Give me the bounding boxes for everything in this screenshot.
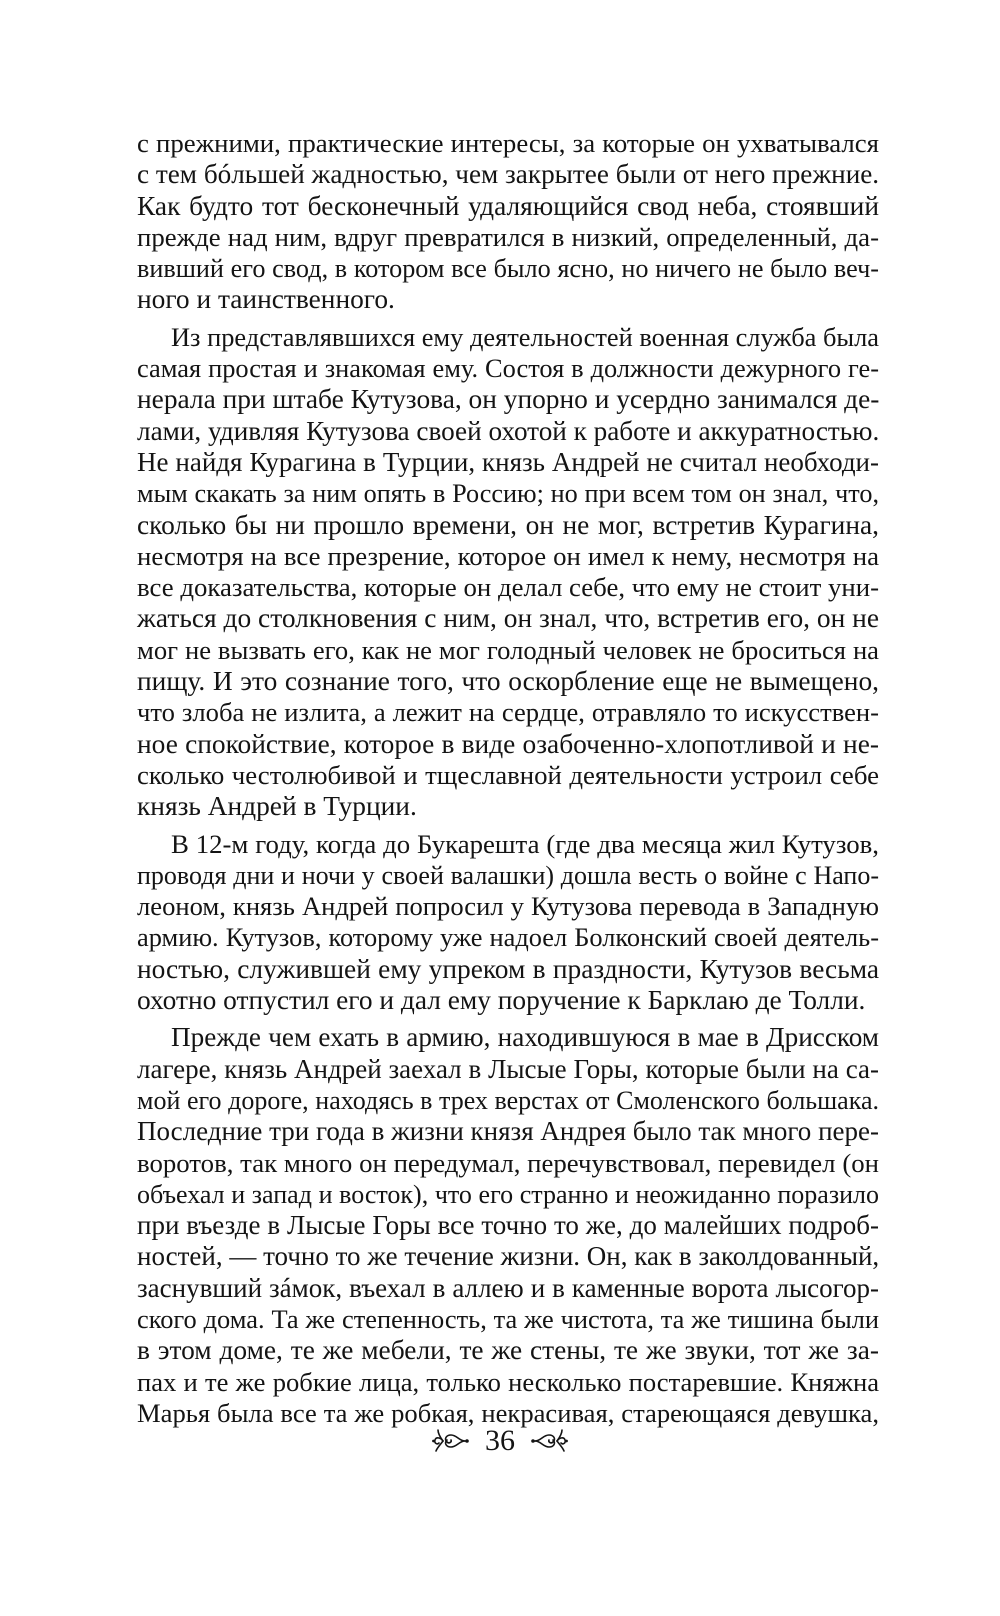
text-line: жаться до столкновения с ним, он знал, что, встретив его, он не bbox=[137, 603, 879, 634]
text-line: заснувший зáмок, въехал в аллею и в каменные ворота лысогор- bbox=[137, 1272, 879, 1303]
paragraph bbox=[137, 322, 879, 823]
page-number: 36 bbox=[485, 1424, 515, 1457]
text-line: несмотря на все презрение, которое он имел к нему, несмотря на bbox=[137, 540, 879, 571]
text-line: мог не вызвать его, как не мог голодный человек не броситься на bbox=[137, 634, 879, 665]
paragraph bbox=[137, 1022, 879, 1429]
paragraph bbox=[137, 128, 879, 316]
text-line: В 12-м году, когда до Букарешта (где два месяца жил Кутузов, bbox=[171, 828, 879, 859]
paragraph bbox=[137, 829, 879, 1017]
text-line: Не найдя Курагина в Турции, князь Андрей не считал необходи- bbox=[137, 446, 879, 477]
text-line: вивший его свод, в котором все было ясно, но ничего не было веч- bbox=[137, 254, 879, 284]
text-line: пах и те же робкие лица, только несколько постаревшие. Княжна bbox=[137, 1366, 879, 1397]
text-line: что злоба не излита, а лежит на сердце, отравляло то искусствен- bbox=[137, 697, 879, 728]
text-line: прежде над ним, вдруг превратился в низкий, определенный, да- bbox=[137, 221, 879, 252]
text-line: воротов, так много он передумал, перечувствовал, перевидел (он bbox=[137, 1147, 879, 1178]
text-line: ностью, служившей ему упреком в праздности, Кутузов весьма bbox=[137, 953, 879, 984]
text-line: пищу. И это сознание того, что оскорбление еще не вымещено, bbox=[137, 666, 879, 697]
text-line: лами, удивляя Кутузова своей охотой к работе и аккуратностью. bbox=[137, 415, 880, 446]
text-line: Как будто тот бесконечный удаляющийся свод неба, стоявший bbox=[137, 190, 879, 221]
text-line: мой его дороге, находясь в трех верстах от Смоленского большака. bbox=[137, 1085, 879, 1115]
text-line: объехал и запад и восток), что его странно и неожиданно поразило bbox=[137, 1179, 879, 1209]
text-line: нерала при штабе Кутузова, он упорно и усердно занимался де- bbox=[137, 384, 880, 415]
page-footer bbox=[0, 1426, 1000, 1456]
text-line: князь Андрей в Турции. bbox=[137, 791, 417, 822]
text-line: Марья была все та же робкая, некрасивая, стареющаяся девушка, bbox=[137, 1397, 879, 1428]
body-text bbox=[137, 128, 879, 1429]
text-line: армию. Кутузов, которому уже надоел Болконский своей деятель- bbox=[137, 922, 879, 953]
text-line: Прежде чем ехать в армию, находившуюся в мае в Дрисском bbox=[171, 1022, 879, 1053]
text-line: охотно отпустил его и дал ему поручение к Барклаю де Толли. bbox=[137, 985, 866, 1016]
text-line: с тем бóльшей жадностью, чем закрытее были от него прежние. bbox=[137, 159, 880, 190]
left-ornament-icon bbox=[431, 1426, 469, 1456]
text-line: самая простая и знакомая ему. Состоя в должности дежурного ге- bbox=[137, 353, 879, 384]
text-line: при въезде в Лысые Горы все точно то же, до малейших подроб- bbox=[137, 1210, 879, 1241]
text-line: с прежними, практические интересы, за которые он ухватывался bbox=[137, 128, 879, 158]
right-ornament-icon bbox=[531, 1426, 569, 1456]
text-line: леоном, князь Андрей попросил у Кутузова перевода в Западную bbox=[137, 891, 879, 922]
text-line: сколько честолюбивой и тщеславной деятельности устроил себе bbox=[137, 759, 879, 790]
text-line: ностей, — точно то же течение жизни. Он, как в заколдованный, bbox=[137, 1241, 880, 1272]
text-line: ского дома. Та же степенность, та же чистота, та же тишина были bbox=[137, 1303, 879, 1334]
text-line: мым скакать за ним опять в Россию; но при всем том он знал, что, bbox=[137, 479, 879, 509]
text-line: Последние три года в жизни князя Андрея было так много пере- bbox=[137, 1116, 879, 1147]
text-line: ное спокойствие, которое в виде озабоченно-хлопотливой и не- bbox=[137, 728, 879, 759]
text-line: в этом доме, те же мебели, те же стены, те же звуки, тот же за- bbox=[137, 1335, 879, 1366]
text-line: Из представлявшихся ему деятельностей военная служба была bbox=[171, 321, 879, 352]
text-line: сколько бы ни прошло времени, он не мог, встретив Курагина, bbox=[137, 509, 879, 540]
text-line: проводя дни и ночи у своей валашки) дошла весть о войне с Напо- bbox=[137, 860, 879, 890]
text-line: все доказательства, которые он делал себе, что ему не стоит уни- bbox=[137, 572, 879, 603]
text-line: ного и таинственного. bbox=[137, 284, 395, 315]
text-line: лагере, князь Андрей заехал в Лысые Горы, которые были на са- bbox=[137, 1053, 879, 1084]
